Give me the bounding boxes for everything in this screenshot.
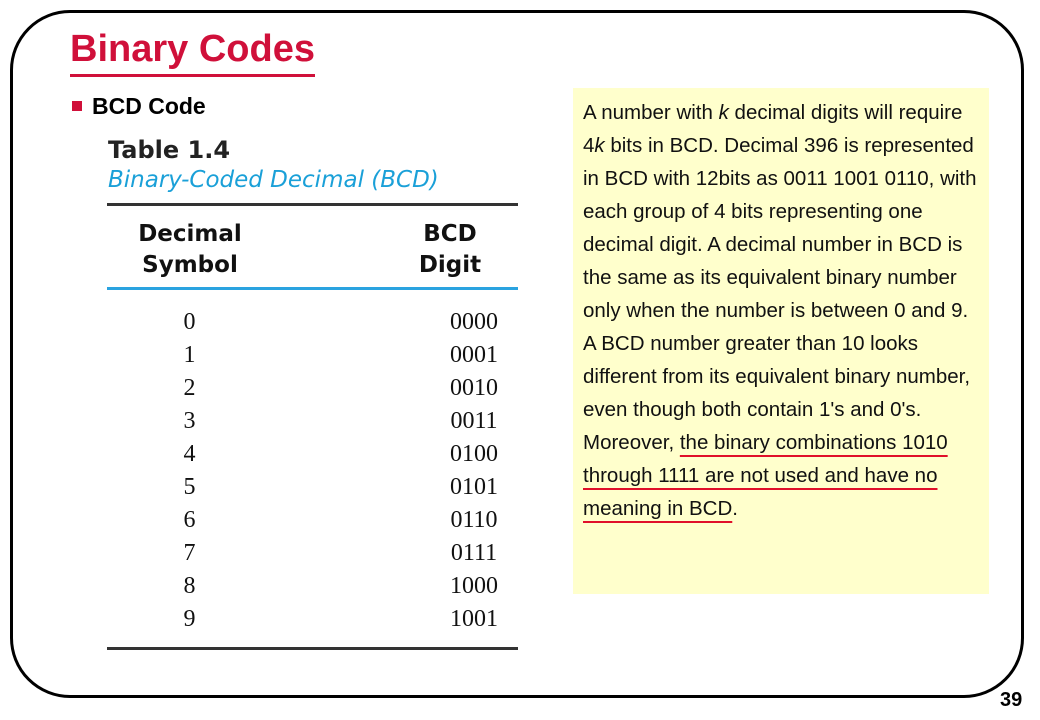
bcd-cell: 1001 (450, 606, 498, 632)
table-top-rule (107, 203, 518, 206)
decimal-cell: 4 (183, 441, 196, 467)
header-decimal-line1: Decimal (138, 221, 242, 247)
table-caption-number: Table 1.4 (108, 136, 231, 164)
decimal-cell: 6 (183, 507, 196, 533)
variable-k: k (594, 134, 605, 157)
table-row (107, 504, 518, 537)
header-decimal-symbol (120, 219, 260, 281)
bcd-cell: 0010 (450, 375, 498, 401)
bcd-cell: 0011 (450, 408, 498, 434)
decimal-cell: 0 (183, 309, 196, 335)
table-row (107, 306, 518, 339)
header-decimal-line2: Symbol (142, 252, 238, 278)
header-bcd-digit (390, 219, 510, 281)
table-row (107, 339, 518, 372)
bcd-cell: 1000 (450, 573, 498, 599)
page-number: 39 (1000, 689, 1023, 711)
table-row (107, 372, 518, 405)
bcd-cell: 0000 (450, 309, 498, 335)
explanation-paragraph: A number with k decimal digits will require 4k bits in BCD. Decimal 396 is represented in BCD with 12bits as 0011 1001 0110, with each group of 4 bits representing one decimal digit. A decimal number in BCD is the same as its equivalent binary number only when the number is between 0 and 9. A BCD number greater than 10 looks different from its equivalent binary number, even though both contain 1's and 0's. Moreover, the binary combinations 1010 through 1111 are not used and have no meaning in BCD. (583, 101, 977, 520)
decimal-cell: 7 (183, 540, 196, 566)
bullet-label: BCD Code (92, 93, 206, 119)
table-bottom-rule (107, 647, 518, 650)
bcd-cell: 0001 (450, 342, 498, 368)
bcd-cell: 0100 (450, 441, 498, 467)
table-row (107, 471, 518, 504)
decimal-cell: 2 (183, 375, 196, 401)
table-row (107, 537, 518, 570)
bullet-item (72, 92, 206, 120)
table-row (107, 438, 518, 471)
explanation-textbox (573, 88, 989, 594)
table-row (107, 570, 518, 603)
table-row (107, 603, 518, 636)
bullet-square-icon (72, 101, 82, 111)
bcd-cell: 0110 (450, 507, 498, 533)
header-bcd-line2: Digit (418, 252, 482, 278)
table-header-rule (107, 287, 518, 290)
variable-k: k (718, 101, 729, 124)
bcd-cell: 0111 (450, 540, 498, 566)
highlighted-phrase: the binary combinations 1010 through 1111 are not used and have no meaning in BCD (583, 431, 948, 520)
table-row (107, 405, 518, 438)
decimal-cell: 9 (183, 606, 196, 632)
bcd-cell: 0101 (450, 474, 498, 500)
decimal-cell: 3 (183, 408, 196, 434)
slide-title: Binary Codes (70, 26, 315, 77)
header-bcd-line1: BCD (423, 221, 477, 247)
decimal-cell: 1 (183, 342, 196, 368)
table-caption-title: Binary-Coded Decimal (BCD) (108, 167, 439, 193)
table-body (107, 306, 518, 636)
decimal-cell: 8 (183, 573, 196, 599)
decimal-cell: 5 (183, 474, 196, 500)
